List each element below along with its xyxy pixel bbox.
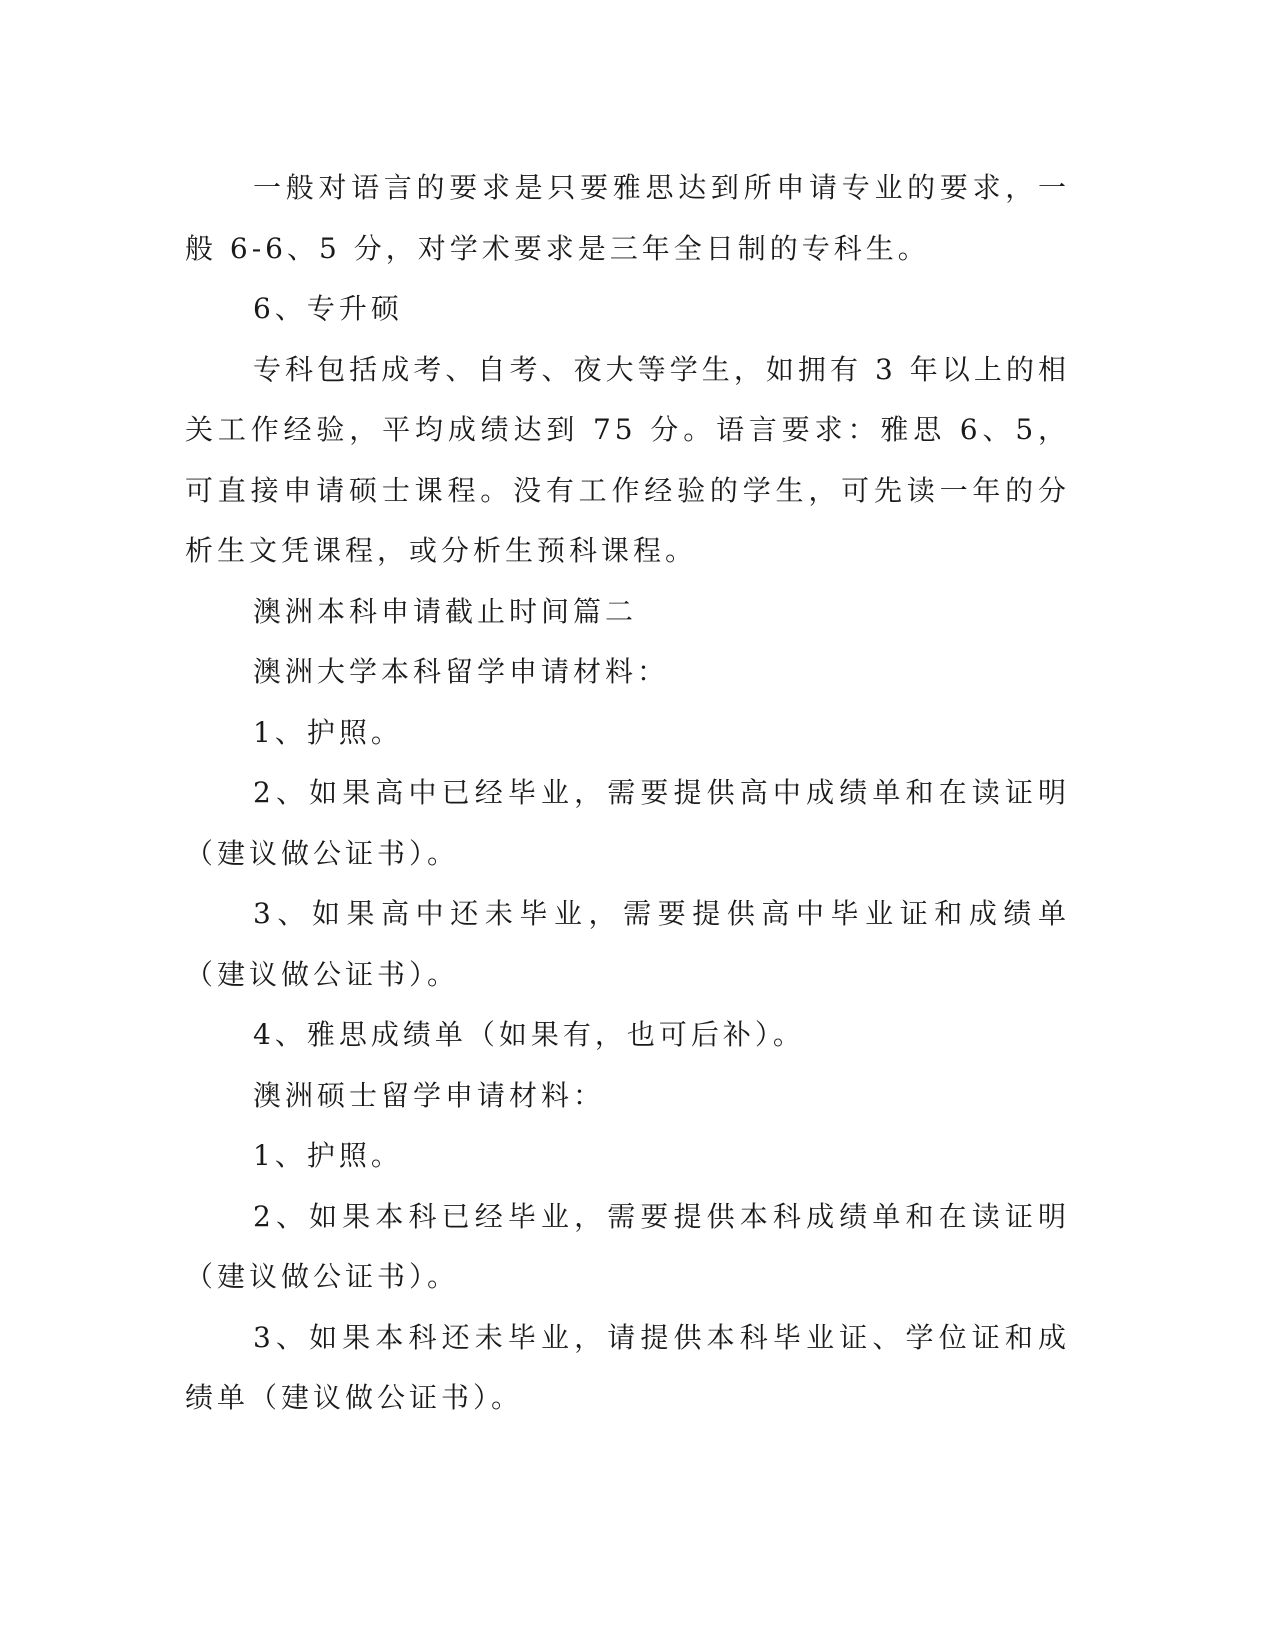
- list-item-master-not-graduated: 3、如果本科还未毕业，请提供本科毕业证、学位证和成绩单（建议做公证书）。: [185, 1320, 1070, 1414]
- paragraph-heading-zhuanshengshuo: 6、专升硕: [253, 292, 403, 325]
- paragraph-language-requirement: 一般对语言的要求是只要雅思达到所申请专业的要求，一般 6-6、5 分，对学术要求是三年全日制的专科生。: [185, 171, 1070, 265]
- list-item-undergrad-not-graduated: 3、如果高中还未毕业，需要提供高中毕业证和成绩单（建议做公证书）。: [185, 897, 1070, 991]
- paragraph-master-materials-heading: 澳洲硕士留学申请材料：: [253, 1078, 606, 1112]
- paragraph-undergrad-materials-heading: 澳洲大学本科留学申请材料：: [253, 655, 670, 688]
- list-item-master-passport: 1、护照。: [253, 1139, 403, 1172]
- list-item-master-graduated: 2、如果本科已经毕业，需要提供本科成绩单和在读证明（建议做公证书）。: [185, 1199, 1070, 1293]
- list-item-undergrad-graduated: 2、如果高中已经毕业，需要提供高中成绩单和在读证明（建议做公证书）。: [185, 776, 1070, 870]
- paragraph-section-title-part2: 澳洲本科申请截止时间篇二: [253, 594, 638, 628]
- list-item-undergrad-ielts: 4、雅思成绩单（如果有，也可后补）。: [253, 1018, 805, 1051]
- list-item-undergrad-passport: 1、护照。: [253, 715, 403, 749]
- paragraph-zhuanke-students: 专科包括成考、自考、夜大等学生，如拥有 3 年以上的相关工作经验，平均成绩达到 75 分。语言要求：雅思 6、5，可直接申请硕士课程。没有工作经验的学生，可先读一年的分析生文凭课程，或分析生预科课程。: [185, 352, 1070, 567]
- document-body: [185, 158, 1070, 1429]
